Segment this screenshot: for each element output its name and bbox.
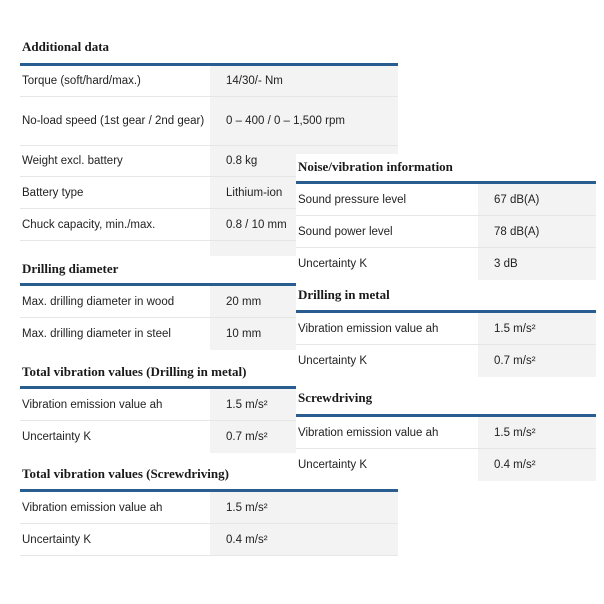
row-value: 1.5 m/s² (226, 398, 268, 411)
table-row (296, 313, 596, 345)
row-label: Weight excl. battery (22, 155, 123, 167)
table-row (20, 421, 300, 453)
total-vibration-metal-panel (20, 358, 300, 453)
screwdriving-panel (296, 384, 596, 481)
screwdriving-heading: Screwdriving (298, 390, 373, 405)
table-row (296, 216, 596, 248)
row-value: 1.5 m/s² (494, 322, 536, 335)
additional-data-heading: Additional data (22, 39, 110, 54)
table-row (296, 345, 596, 377)
row-label: Uncertainty K (298, 459, 368, 471)
table-row (296, 449, 596, 481)
row-value: 0.4 m/s² (494, 459, 536, 471)
row-value: 0 – 400 / 0 – 1,500 rpm (226, 115, 345, 127)
row-label: Chuck capacity, min./max. (22, 218, 156, 231)
row-label: Uncertainty K (22, 533, 92, 546)
row-value: 3 dB (494, 258, 518, 270)
row-value: 78 dB(A) (494, 225, 540, 238)
row-label: Vibration emission value ah (298, 322, 439, 335)
row-value: 67 dB(A) (494, 193, 540, 206)
row-value: 0.8 kg (226, 155, 258, 167)
row-label: No-load speed (1st gear / 2nd gear) (22, 115, 205, 127)
table-row (296, 184, 596, 216)
drilling-metal-heading: Drilling in metal (298, 287, 390, 302)
row-value: 14/30/- Nm (226, 75, 283, 87)
row-label: Vibration emission value ah (22, 501, 163, 514)
row-label: Torque (soft/hard/max.) (22, 75, 141, 87)
row-value: 0.8 / 10 mm (226, 218, 287, 231)
row-value: 10 mm (226, 328, 262, 340)
table-row (20, 97, 398, 146)
table-row (20, 524, 398, 556)
row-label: Vibration emission value ah (298, 426, 439, 439)
row-label: Battery type (22, 186, 84, 199)
row-value: 0.4 m/s² (226, 533, 268, 546)
table-row (20, 389, 300, 421)
row-label: Max. drilling diameter in wood (22, 295, 175, 308)
row-label: Uncertainty K (22, 431, 92, 443)
row-label: Max. drilling diameter in steel (22, 328, 171, 340)
table-row (20, 318, 300, 350)
table-row (20, 286, 300, 318)
table-row (20, 492, 398, 524)
row-value: 0.7 m/s² (226, 431, 268, 443)
noise-vibration-panel (296, 154, 596, 280)
noise-vibration-heading: Noise/vibration information (298, 159, 453, 174)
table-row (296, 248, 596, 280)
total-vibration-metal-heading: Total vibration values (Drilling in metal) (22, 364, 247, 379)
drilling-diameter-heading: Drilling diameter (22, 261, 119, 276)
total-vibration-screw-heading: Total vibration values (Screwdriving) (22, 466, 229, 481)
row-label: Uncertainty K (298, 258, 368, 270)
drilling-metal-panel (296, 282, 596, 377)
row-label: Sound pressure level (298, 193, 407, 206)
row-value: 0.7 m/s² (494, 355, 536, 367)
row-label: Uncertainty K (298, 355, 368, 367)
row-value: 1.5 m/s² (494, 426, 536, 439)
row-value: Lithium-ion (226, 186, 283, 199)
row-label: Sound power level (298, 225, 393, 238)
row-value: 20 mm (226, 295, 262, 308)
row-label: Vibration emission value ah (22, 398, 163, 411)
table-row (296, 417, 596, 449)
table-row (20, 66, 398, 97)
drilling-diameter-panel (20, 256, 300, 350)
row-value: 1.5 m/s² (226, 501, 268, 514)
